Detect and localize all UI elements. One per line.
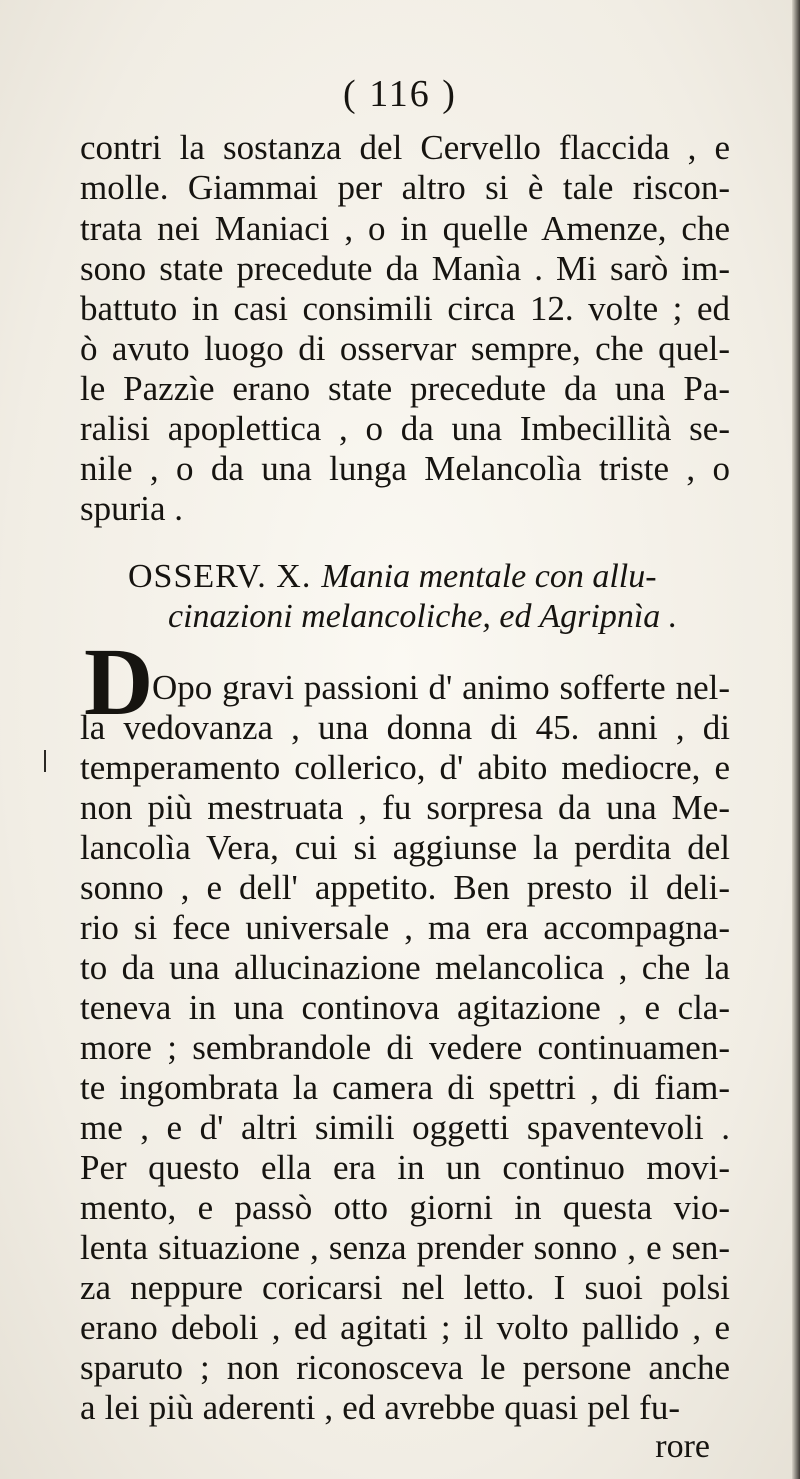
text-line: to da una allucinazione melancolica , che la [80, 948, 730, 987]
drop-capital: D [84, 628, 154, 735]
observation-label: OSSERV. X. [128, 558, 312, 595]
text-line: erano deboli , ed agitati ; il volto pallido , e [80, 1308, 730, 1347]
text-line: la vedovanza , una donna di 45. anni , di [80, 708, 730, 747]
page-edge-shadow [792, 0, 800, 1479]
text-line: trata nei Maniaci , o in quelle Amenze, che [80, 209, 730, 248]
text-line: contri la sostanza del Cervello flaccida , e [80, 128, 730, 167]
text-line: za neppure coricarsi nel letto. I suoi polsi [80, 1268, 730, 1307]
text-line: Per questo ella era in un continuo movi- [80, 1148, 730, 1187]
text-line: nile , o da una lunga Melancolìa triste , o [80, 449, 730, 488]
margin-mark [44, 750, 46, 772]
text-line: molle. Giammai per altro si è tale riscon- [80, 168, 730, 207]
text-line: battuto in casi consimili circa 12. volte ; ed [80, 289, 730, 328]
text-line: ò avuto luogo di osservar sempre, che quel- [80, 329, 730, 368]
text-line: mento, e passò otto giorni in questa vio- [80, 1188, 730, 1227]
text-line: sonno , e dell' appetito. Ben presto il deli- [80, 868, 730, 907]
page-number: ( 116 ) [343, 73, 457, 115]
text-line: sono state precedute da Manìa . Mi sarò im- [80, 249, 730, 288]
text-line: ralisi apoplettica , o da una Imbecillità se- [80, 409, 730, 448]
text-line: spuria . [80, 489, 184, 528]
text-line: lancolìa Vera, cui si aggiunse la perdita del [80, 828, 730, 867]
text-line: le Pazzìe erano state precedute da una Pa- [80, 369, 730, 408]
text-line: temperamento collerico, d' abito mediocre, e [80, 748, 730, 787]
text-line: lenta situazione , senza prender sonno , e sen- [80, 1228, 730, 1267]
observation-title-line2: cinazioni melancoliche, ed Agripnìa . [168, 598, 678, 635]
text-line: me , e d' altri simili oggetti spaventevoli . [80, 1108, 730, 1147]
text-line: non più mestruata , fu sorpresa da una Me- [80, 788, 730, 827]
catchword: rore [655, 1428, 710, 1465]
text-line: a lei più aderenti , ed avrebbe quasi pel fu- [80, 1388, 680, 1427]
text-line: Opo gravi passioni d' animo sofferte nel- [152, 668, 730, 707]
text-line: teneva in una continova agitazione , e cla- [80, 988, 730, 1027]
observation-title-line1: Mania mentale con allu- [321, 558, 657, 595]
text-line: more ; sembrandole di vedere continuamen- [80, 1028, 730, 1067]
text-line: rio si fece universale , ma era accompagna- [80, 908, 730, 947]
text-line: te ingombrata la camera di spettri , di fiam- [80, 1068, 730, 1107]
text-line: sparuto ; non riconosceva le persone anche [80, 1348, 730, 1387]
observation-heading [128, 558, 657, 596]
